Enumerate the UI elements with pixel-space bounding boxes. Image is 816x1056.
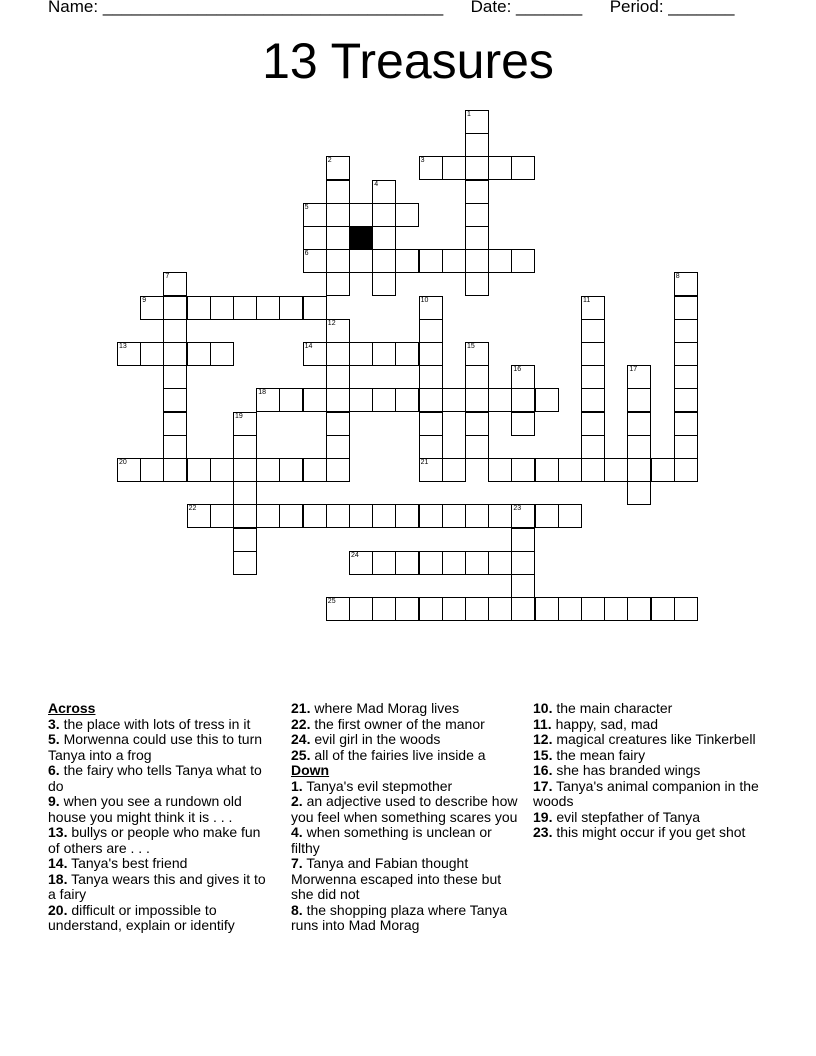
grid-cell[interactable] — [163, 412, 187, 436]
grid-cell[interactable] — [442, 388, 466, 412]
grid-cell[interactable] — [372, 203, 396, 227]
grid-cell[interactable] — [465, 272, 489, 296]
clue-number: 7. — [291, 855, 303, 871]
across-clue — [48, 856, 273, 872]
grid-cell[interactable] — [233, 551, 257, 575]
grid-cell[interactable] — [488, 249, 512, 273]
clue-number: 20 — [119, 459, 127, 466]
grid-cell[interactable] — [303, 388, 327, 412]
grid-cell[interactable] — [233, 412, 257, 436]
clue-text: Tanya's evil stepmother — [306, 777, 453, 794]
grid-cell[interactable] — [511, 504, 535, 528]
grid-cell[interactable] — [465, 180, 489, 204]
grid-cell[interactable] — [535, 388, 559, 412]
grid-cell[interactable] — [117, 342, 141, 366]
date-label: Date: — [470, 0, 512, 16]
grid-cell[interactable] — [303, 296, 327, 320]
grid-cell[interactable] — [465, 597, 489, 621]
clue-number: 5 — [304, 203, 309, 211]
grid-cell[interactable] — [419, 342, 443, 366]
grid-cell[interactable] — [256, 504, 280, 528]
blocked-cell — [349, 226, 373, 250]
grid-cell[interactable] — [349, 342, 373, 366]
grid-cell[interactable] — [372, 249, 396, 273]
grid-cell[interactable] — [187, 296, 211, 320]
grid-cell[interactable] — [442, 458, 466, 482]
clue-text: happy, sad, mad — [555, 715, 659, 732]
grid-cell[interactable] — [372, 180, 396, 204]
grid-cell[interactable] — [627, 458, 651, 482]
clue-text: the main character — [556, 700, 673, 716]
grid-cell[interactable] — [326, 156, 350, 180]
grid-cell[interactable] — [419, 551, 443, 575]
grid-cell[interactable] — [442, 551, 466, 575]
clue-number: 25. — [291, 746, 311, 763]
grid-cell[interactable] — [627, 481, 651, 505]
clue-number: 16 — [513, 366, 522, 374]
grid-cell[interactable] — [326, 388, 350, 412]
grid-cell[interactable] — [140, 296, 164, 320]
grid-cell[interactable] — [372, 226, 396, 250]
grid-cell[interactable] — [651, 597, 675, 621]
clue-number: 11. — [533, 715, 552, 732]
clue-number: 21 — [420, 459, 429, 466]
clue-number: 15 — [467, 343, 475, 350]
grid-cell[interactable] — [581, 458, 605, 482]
clue-text: the shopping plaza where Tanya runs into Mad Morag — [291, 901, 508, 933]
grid-cell[interactable] — [511, 388, 535, 412]
down-clue — [533, 810, 763, 826]
grid-cell[interactable] — [488, 504, 512, 528]
clue-text: Tanya's best friend — [71, 855, 188, 871]
grid-cell[interactable] — [674, 272, 698, 296]
grid-cell[interactable] — [210, 458, 234, 482]
grid-cell[interactable] — [465, 133, 489, 157]
down-clue — [533, 825, 763, 841]
clue-number: 24. — [291, 731, 311, 747]
grid-cell[interactable] — [395, 551, 419, 575]
clue-number: 8 — [675, 273, 680, 281]
grid-cell[interactable] — [511, 458, 535, 482]
grid-cell[interactable] — [627, 412, 651, 436]
clue-number: 9. — [48, 793, 60, 809]
grid-cell[interactable] — [372, 342, 396, 366]
clue-number: 7 — [165, 273, 170, 281]
grid-cell[interactable] — [674, 342, 698, 366]
grid-cell[interactable] — [511, 597, 535, 621]
grid-cell[interactable] — [465, 110, 489, 134]
grid-cell[interactable] — [558, 458, 582, 482]
name-blank[interactable]: ____________________________________ — [102, 0, 444, 16]
clue-number: 20. — [48, 901, 68, 918]
clue-text: Tanya's animal companion in the woods — [533, 777, 759, 809]
grid-cell[interactable] — [604, 597, 628, 621]
clue-number: 1 — [467, 111, 471, 118]
grid-cell[interactable] — [233, 528, 257, 552]
down-clue — [533, 748, 763, 764]
grid-cell[interactable] — [349, 597, 373, 621]
clue-number: 22 — [188, 505, 197, 513]
grid-cell[interactable] — [326, 597, 350, 621]
grid-cell[interactable] — [326, 180, 350, 204]
across-clue — [48, 763, 273, 794]
grid-cell[interactable] — [488, 551, 512, 575]
clue-number: 3 — [420, 157, 425, 165]
grid-cell[interactable] — [465, 365, 489, 389]
clue-text: when something is unclean or filthy — [291, 824, 492, 856]
grid-cell[interactable] — [326, 365, 350, 389]
grid-cell[interactable] — [558, 597, 582, 621]
down-clue — [291, 825, 521, 856]
clue-text: evil stepfather of Tanya — [556, 808, 701, 825]
grid-cell[interactable] — [535, 504, 559, 528]
grid-cell[interactable] — [163, 319, 187, 343]
clue-text: Tanya and Fabian thought Morwenna escaped into these but she did not — [291, 855, 502, 902]
grid-cell[interactable] — [511, 156, 535, 180]
grid-cell[interactable] — [140, 342, 164, 366]
clue-number: 23 — [513, 505, 522, 513]
grid-cell[interactable] — [465, 551, 489, 575]
grid-cell[interactable] — [511, 551, 535, 575]
grid-cell[interactable] — [326, 203, 350, 227]
grid-cell[interactable] — [419, 504, 443, 528]
grid-cell[interactable] — [326, 412, 350, 436]
grid-cell[interactable] — [465, 226, 489, 250]
across-clue — [291, 717, 521, 733]
down-clue — [533, 701, 763, 717]
clue-number: 23. — [533, 824, 553, 840]
grid-cell[interactable] — [581, 365, 605, 389]
grid-cell[interactable] — [349, 203, 373, 227]
clue-text: an adjective used to describe how you feel when something scares you — [291, 793, 518, 825]
grid-cell[interactable] — [651, 458, 675, 482]
down-heading: Down — [291, 762, 330, 778]
clue-text: the fairy who tells Tanya what to do — [48, 762, 262, 794]
grid-cell[interactable] — [326, 342, 350, 366]
clue-number: 10 — [420, 296, 429, 304]
clue-number: 14 — [304, 343, 313, 350]
grid-cell[interactable] — [674, 319, 698, 343]
grid-cell[interactable] — [465, 203, 489, 227]
grid-cell[interactable] — [210, 504, 234, 528]
clue-text: bullys or people who make fun of others are . . . — [48, 824, 261, 856]
grid-cell[interactable] — [442, 504, 466, 528]
grid-cell[interactable] — [233, 435, 257, 459]
grid-cell[interactable] — [674, 296, 698, 320]
clue-number: 18 — [258, 389, 266, 397]
grid-cell[interactable] — [627, 597, 651, 621]
grid-cell[interactable] — [163, 296, 187, 320]
grid-cell[interactable] — [395, 342, 419, 366]
clue-number: 5. — [48, 731, 60, 747]
clue-number: 19 — [235, 412, 243, 420]
clue-number: 25 — [327, 598, 336, 606]
grid-cell[interactable] — [187, 504, 211, 528]
period-label: Period: — [609, 0, 664, 16]
grid-cell[interactable] — [256, 458, 280, 482]
grid-cell[interactable] — [442, 156, 466, 180]
grid-cell[interactable] — [581, 435, 605, 459]
grid-cell[interactable] — [372, 551, 396, 575]
clue-number: 18. — [48, 870, 68, 887]
grid-cell[interactable] — [535, 458, 559, 482]
grid-cell[interactable] — [303, 504, 327, 528]
clue-text: this might occur if you get shot — [556, 824, 746, 840]
clue-text: she has branded wings — [556, 762, 701, 778]
grid-cell[interactable] — [419, 435, 443, 459]
clue-text: the mean fairy — [556, 746, 646, 763]
grid-cell[interactable] — [581, 296, 605, 320]
grid-cell[interactable] — [187, 458, 211, 482]
grid-cell[interactable] — [535, 597, 559, 621]
clue-text: when you see a rundown old house you might think it is . . . — [48, 793, 242, 825]
clue-text: the first owner of the manor — [314, 715, 485, 732]
across-clue — [48, 872, 273, 903]
across-heading: Across — [48, 700, 96, 716]
grid-cell[interactable] — [349, 551, 373, 575]
clue-number: 15. — [533, 746, 553, 763]
clue-number: 10. — [533, 700, 553, 716]
clue-number: 22. — [291, 715, 311, 732]
grid-cell[interactable] — [627, 365, 651, 389]
grid-cell[interactable] — [163, 458, 187, 482]
grid-cell[interactable] — [233, 296, 257, 320]
grid-cell[interactable] — [303, 342, 327, 366]
grid-cell[interactable] — [233, 458, 257, 482]
grid-cell[interactable] — [419, 597, 443, 621]
grid-cell[interactable] — [419, 365, 443, 389]
down-clue — [291, 794, 521, 825]
grid-cell[interactable] — [488, 388, 512, 412]
grid-cell[interactable] — [674, 458, 698, 482]
clue-column-3 — [533, 701, 763, 841]
grid-cell[interactable] — [256, 388, 280, 412]
clue-number: 14. — [48, 855, 68, 871]
name-label: Name: — [48, 0, 99, 16]
name-date-period-line — [48, 0, 734, 17]
clue-number: 24 — [351, 551, 359, 559]
down-clue — [533, 779, 763, 810]
clue-number: 17. — [533, 777, 553, 794]
clue-column-1 — [48, 701, 273, 934]
clue-column-2 — [291, 701, 521, 934]
grid-cell[interactable] — [581, 388, 605, 412]
clue-number: 4. — [291, 824, 303, 840]
grid-cell[interactable] — [163, 435, 187, 459]
across-clue — [291, 748, 521, 764]
grid-cell[interactable] — [349, 249, 373, 273]
page-title: 13 Treasures — [262, 33, 554, 89]
grid-cell[interactable] — [465, 342, 489, 366]
clue-number: 12 — [327, 319, 336, 327]
grid-cell[interactable] — [233, 481, 257, 505]
clue-number: 1. — [291, 777, 303, 794]
grid-cell[interactable] — [674, 435, 698, 459]
grid-cell[interactable] — [326, 435, 350, 459]
across-clue — [48, 794, 273, 825]
grid-cell[interactable] — [372, 388, 396, 412]
clue-text: all of the fairies live inside a — [314, 746, 486, 763]
grid-cell[interactable] — [465, 435, 489, 459]
grid-cell[interactable] — [279, 504, 303, 528]
clue-number: 12. — [533, 731, 553, 747]
clue-number: 13 — [119, 343, 127, 350]
grid-cell[interactable] — [442, 597, 466, 621]
grid-cell[interactable] — [604, 458, 628, 482]
clue-text: where Mad Morag lives — [314, 700, 460, 716]
grid-cell[interactable] — [511, 574, 535, 598]
grid-cell[interactable] — [326, 319, 350, 343]
grid-cell[interactable] — [627, 388, 651, 412]
grid-cell[interactable] — [674, 597, 698, 621]
grid-cell[interactable] — [581, 597, 605, 621]
clue-number: 6 — [304, 250, 309, 258]
grid-cell[interactable] — [419, 388, 443, 412]
grid-cell[interactable] — [419, 249, 443, 273]
grid-cell[interactable] — [488, 597, 512, 621]
date-blank[interactable]: _______ — [516, 0, 583, 16]
grid-cell[interactable] — [674, 365, 698, 389]
grid-cell[interactable] — [326, 249, 350, 273]
grid-cell[interactable] — [256, 296, 280, 320]
grid-cell[interactable] — [303, 226, 327, 250]
down-clue — [291, 856, 521, 903]
grid-cell[interactable] — [511, 249, 535, 273]
grid-cell[interactable] — [303, 203, 327, 227]
grid-cell[interactable] — [674, 388, 698, 412]
clue-number: 2. — [291, 793, 303, 809]
clue-text: difficult or impossible to understand, explain or identify — [48, 901, 235, 933]
grid-cell[interactable] — [395, 388, 419, 412]
down-clue — [291, 779, 521, 795]
grid-cell[interactable] — [465, 412, 489, 436]
grid-cell[interactable] — [326, 272, 350, 296]
clue-number: 16. — [533, 762, 553, 778]
period-blank[interactable]: _______ — [668, 0, 735, 16]
clue-text: Morwenna could use this to turn Tanya into a frog — [48, 731, 263, 763]
clue-number: 19. — [533, 808, 553, 825]
down-clue — [291, 903, 521, 934]
grid-cell[interactable] — [279, 388, 303, 412]
across-clue — [48, 717, 273, 733]
clue-number: 11 — [583, 296, 591, 304]
grid-cell[interactable] — [395, 504, 419, 528]
grid-cell[interactable] — [372, 272, 396, 296]
grid-cell[interactable] — [488, 458, 512, 482]
grid-cell[interactable] — [326, 226, 350, 250]
down-clue — [533, 732, 763, 748]
across-clue — [48, 732, 273, 763]
grid-cell[interactable] — [210, 296, 234, 320]
grid-cell[interactable] — [465, 156, 489, 180]
grid-cell[interactable] — [674, 412, 698, 436]
grid-cell[interactable] — [279, 296, 303, 320]
grid-cell[interactable] — [419, 156, 443, 180]
grid-cell[interactable] — [279, 458, 303, 482]
down-clue — [533, 717, 763, 733]
across-clue — [291, 701, 521, 717]
grid-cell[interactable] — [465, 388, 489, 412]
grid-cell[interactable] — [581, 412, 605, 436]
grid-cell[interactable] — [395, 597, 419, 621]
grid-cell[interactable] — [581, 342, 605, 366]
grid-cell[interactable] — [511, 365, 535, 389]
grid-cell[interactable] — [419, 458, 443, 482]
grid-cell[interactable] — [395, 249, 419, 273]
grid-cell[interactable] — [349, 504, 373, 528]
grid-cell[interactable] — [465, 504, 489, 528]
grid-cell[interactable] — [233, 504, 257, 528]
clue-number: 21. — [291, 700, 311, 716]
clue-number: 4 — [374, 180, 379, 188]
grid-cell[interactable] — [395, 203, 419, 227]
grid-cell[interactable] — [511, 412, 535, 436]
grid-cell[interactable] — [163, 342, 187, 366]
grid-cell[interactable] — [163, 272, 187, 296]
across-clue — [291, 732, 521, 748]
down-clue — [533, 763, 763, 779]
grid-cell[interactable] — [581, 319, 605, 343]
across-clue — [48, 825, 273, 856]
clue-text: Tanya wears this and gives it to a fairy — [48, 870, 266, 902]
clue-number: 6. — [48, 762, 60, 778]
grid-cell[interactable] — [442, 249, 466, 273]
clue-text: the place with lots of tress in it — [63, 715, 251, 732]
grid-cell[interactable] — [627, 435, 651, 459]
grid-cell[interactable] — [303, 249, 327, 273]
grid-cell[interactable] — [140, 458, 164, 482]
grid-cell[interactable] — [163, 388, 187, 412]
clue-text: evil girl in the woods — [314, 731, 441, 747]
grid-cell[interactable] — [488, 156, 512, 180]
grid-cell[interactable] — [117, 458, 141, 482]
grid-cell[interactable] — [372, 504, 396, 528]
grid-cell[interactable] — [187, 342, 211, 366]
clue-number: 8. — [291, 901, 303, 918]
clue-number: 2 — [327, 157, 332, 165]
grid-cell[interactable] — [419, 319, 443, 343]
clue-number: 3. — [48, 715, 60, 732]
grid-cell[interactable] — [163, 365, 187, 389]
grid-cell[interactable] — [511, 528, 535, 552]
clue-number: 17 — [629, 366, 638, 374]
grid-cell[interactable] — [210, 342, 234, 366]
grid-cell[interactable] — [465, 249, 489, 273]
across-clue — [48, 903, 273, 934]
grid-cell[interactable] — [558, 504, 582, 528]
grid-cell[interactable] — [349, 388, 373, 412]
clue-number: 13. — [48, 824, 68, 840]
grid-cell[interactable] — [326, 458, 350, 482]
grid-cell[interactable] — [326, 504, 350, 528]
grid-cell[interactable] — [419, 412, 443, 436]
clue-text: magical creatures like Tinkerbell — [556, 731, 756, 747]
clue-number: 9 — [142, 296, 147, 304]
grid-cell[interactable] — [419, 296, 443, 320]
grid-cell[interactable] — [303, 458, 327, 482]
grid-cell[interactable] — [372, 597, 396, 621]
